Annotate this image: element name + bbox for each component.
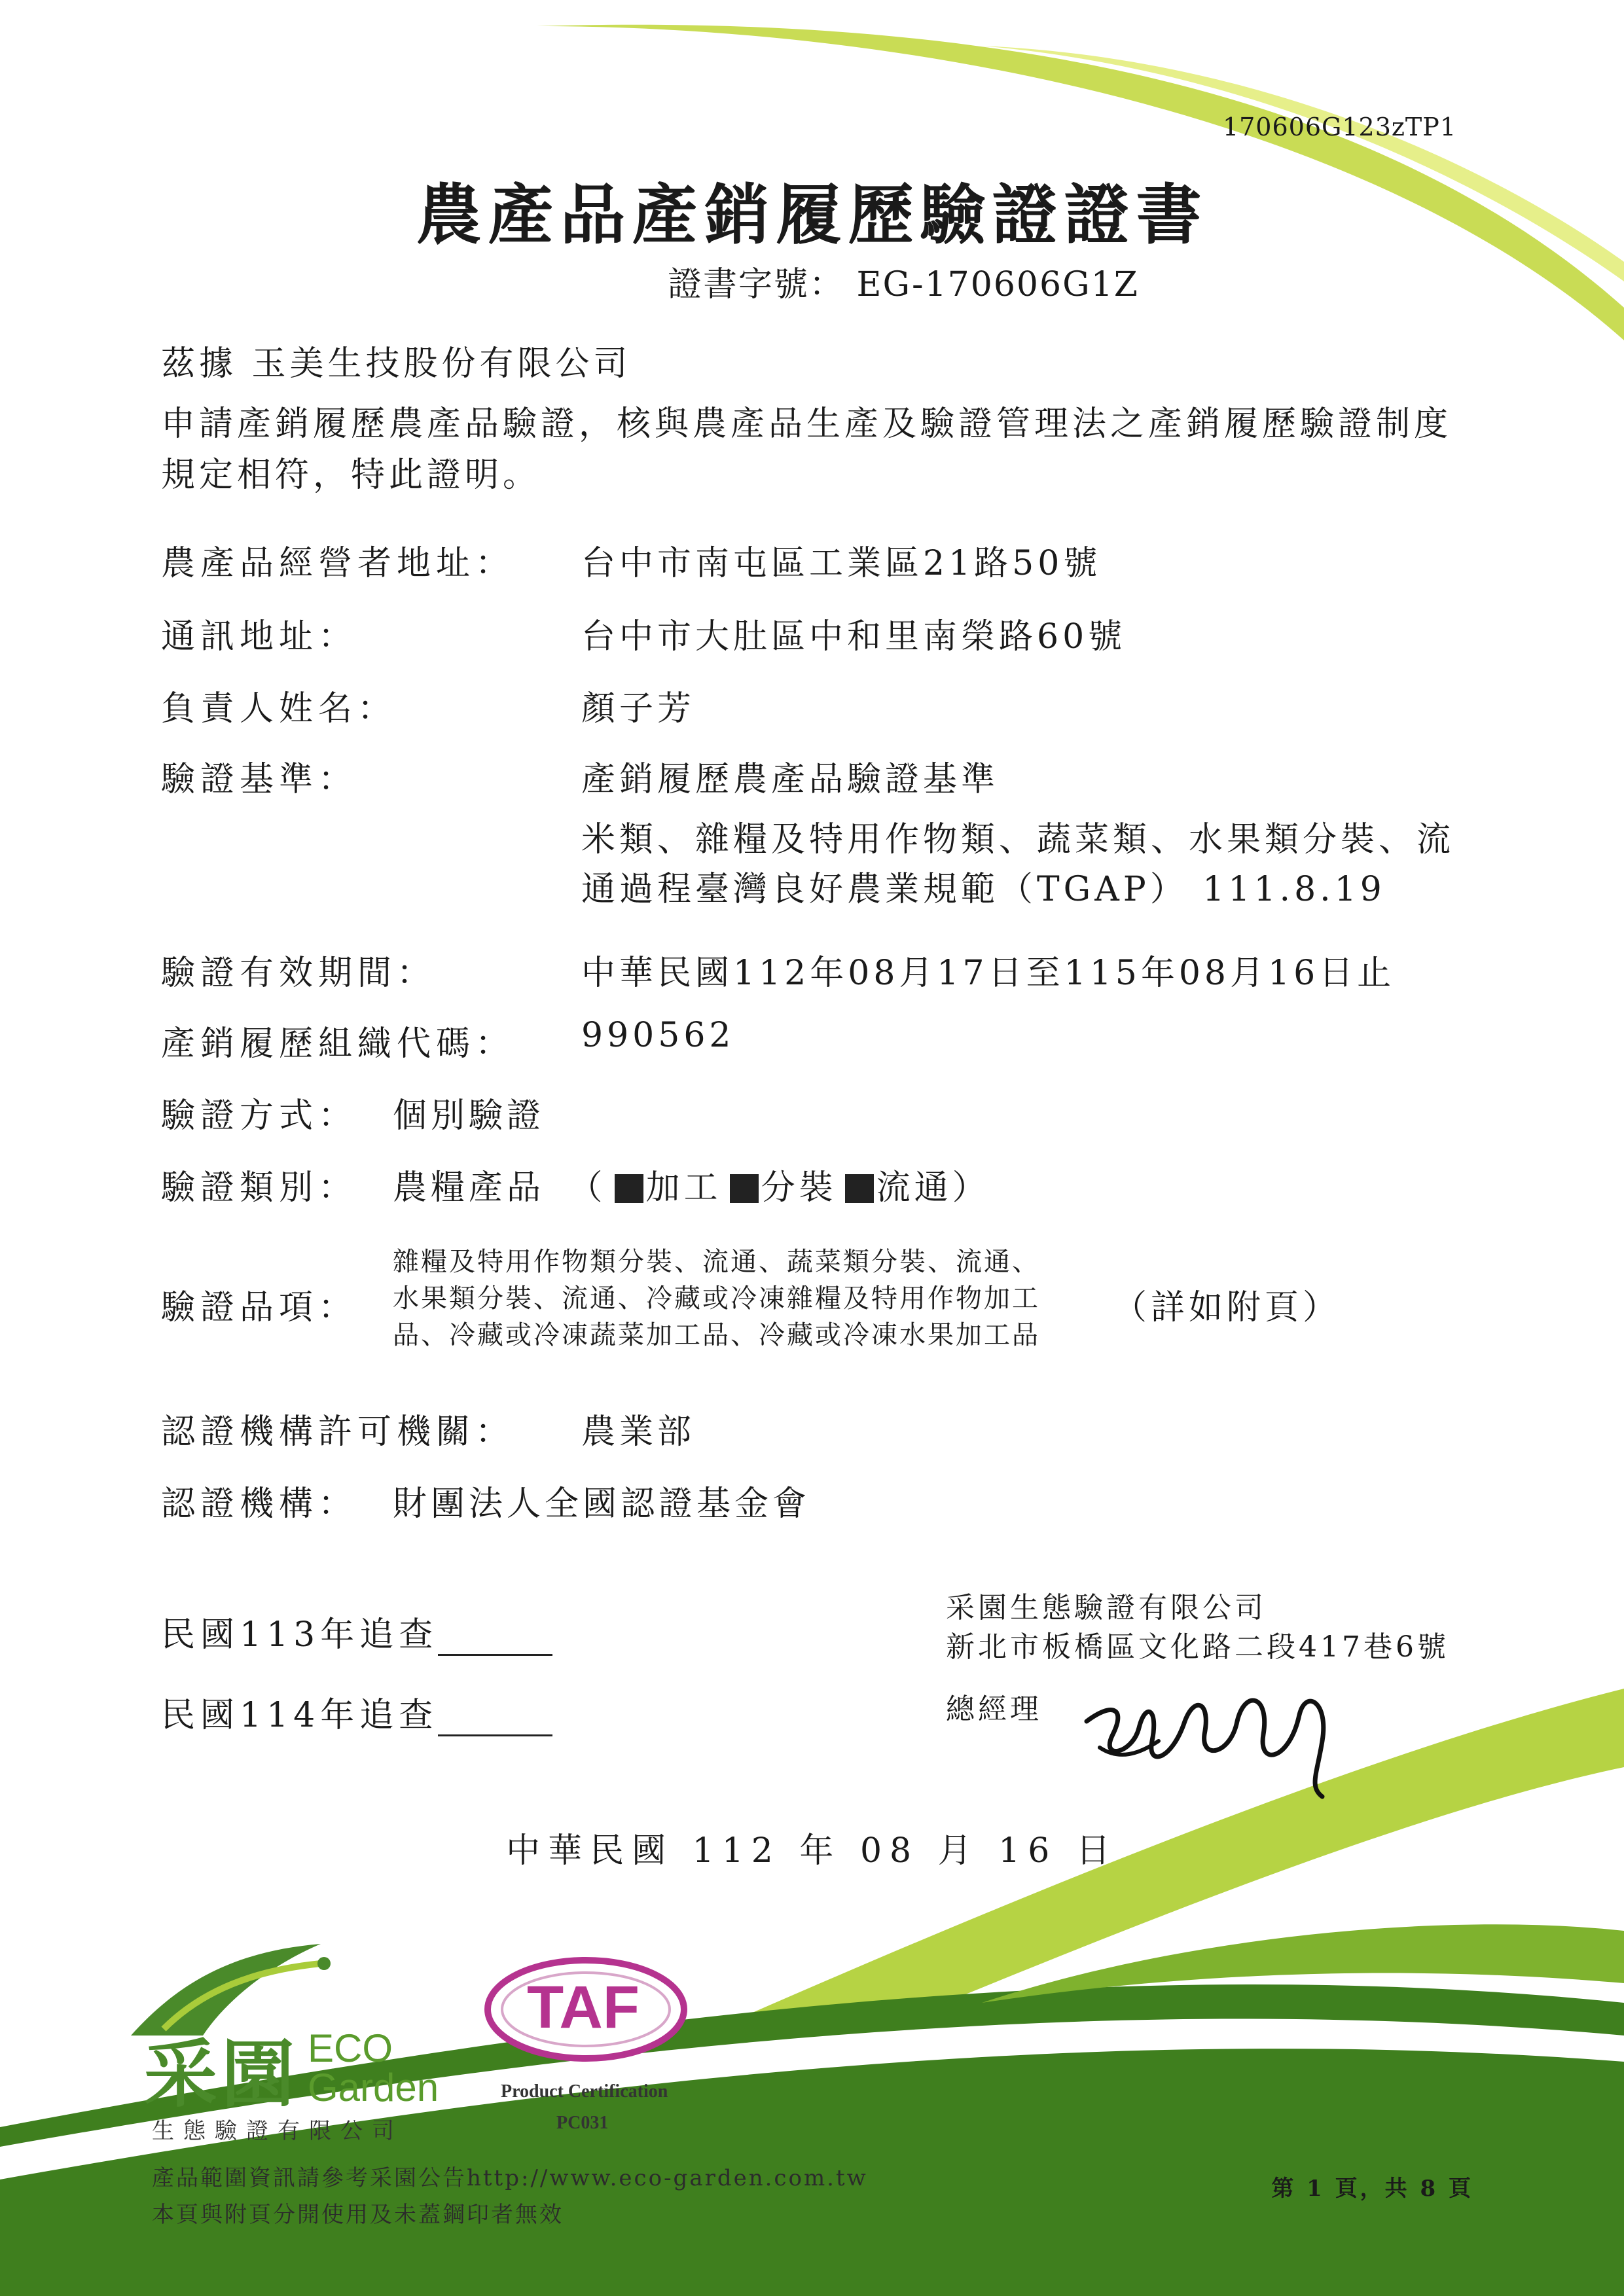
intro-line-1: 茲據 玉美生技股份有限公司 <box>161 344 632 384</box>
category-option-processing: 加工 <box>645 1168 722 1208</box>
mail-address-label: 通訊地址： <box>161 617 358 656</box>
checkbox-packaging <box>730 1174 759 1203</box>
standard-label: 驗證基準： <box>161 760 358 799</box>
eco-garden-garden-text: Garden <box>308 2066 439 2109</box>
method-value: 個別驗證 <box>393 1096 545 1136</box>
issue-date: 中華民國 112 年 08 月 16 日 <box>506 1831 1118 1871</box>
authority-label: 認證機構許可機關： <box>161 1412 515 1452</box>
followup-113 <box>161 1607 552 1656</box>
page-number: 第 1 頁，共 8 頁 <box>1271 2176 1473 2202</box>
accreditor-label: 認證機構： <box>161 1484 358 1524</box>
general-manager-label: 總經理 <box>946 1693 1042 1726</box>
category-open-paren: （ <box>568 1168 607 1208</box>
followup-114-text: 民國114年追查 <box>161 1696 439 1735</box>
org-code-label: 產銷履歷組織代碼： <box>161 1024 515 1064</box>
intro-line-2: 申請產銷履歷農產品驗證，核與農產品生產及驗證管理法之產銷履歷驗證制度 <box>161 404 1453 444</box>
accreditor-value: 財團法人全國認證基金會 <box>393 1484 811 1524</box>
items-label: 驗證品項： <box>161 1288 358 1327</box>
followup-114 <box>161 1687 552 1736</box>
category-option-packaging: 分裝 <box>761 1168 837 1208</box>
eco-garden-eco-text: ECO <box>308 2026 393 2070</box>
org-code-value: 990562 <box>581 1016 735 1055</box>
responsible-value: 顏子芳 <box>581 689 696 728</box>
certificate-reference: 170606G123zTP1 <box>1222 113 1456 141</box>
operator-address-label: 農產品經營者地址： <box>161 544 515 583</box>
method-label: 驗證方式： <box>161 1096 358 1136</box>
eco-garden-subtitle: 生態驗證有限公司 <box>152 2118 403 2144</box>
checkbox-processing <box>615 1174 643 1203</box>
items-line-3: 品、冷藏或冷凍蔬菜加工品、冷藏或冷凍水果加工品 <box>393 1320 1040 1350</box>
standard-value: 產銷履歷農產品驗證基準 <box>581 760 1000 799</box>
standard-detail-1: 米類、雜糧及特用作物類、蔬菜類、水果類分裝、流 <box>581 820 1455 859</box>
validity-label: 驗證有效期間： <box>161 954 437 993</box>
footer-line-1: 產品範圍資訊請參考采園公告http://www.eco-garden.com.tw <box>152 2165 868 2191</box>
footer-line-2: 本頁與附頁分開使用及未蓋鋼印者無效 <box>152 2202 564 2228</box>
checkbox-distribution <box>845 1174 874 1203</box>
authority-value: 農業部 <box>581 1412 696 1452</box>
responsible-label: 負責人姓名： <box>161 689 397 728</box>
intro-line-3: 規定相符，特此證明。 <box>161 456 541 495</box>
validity-value: 中華民國112年08月17日至115年08月16日止 <box>581 954 1396 993</box>
mail-address-value: 台中市大肚區中和里南榮路60號 <box>581 617 1127 656</box>
followup-113-text: 民國113年追查 <box>161 1615 439 1655</box>
signature <box>1074 1662 1348 1806</box>
followup-113-blank <box>438 1625 552 1656</box>
category-main: 農糧產品 <box>393 1168 545 1208</box>
followup-114-blank <box>438 1706 552 1736</box>
items-note: （詳如附頁） <box>1113 1288 1341 1327</box>
issuer-address: 新北市板橋區文化路二段417巷6號 <box>946 1630 1449 1664</box>
eco-garden-chinese-logo: 采園 <box>144 2032 298 2117</box>
items-line-2: 水果類分裝、流通、冷藏或冷凍雜糧及特用作物加工 <box>393 1283 1040 1314</box>
document-title: 農產品產銷履歷驗證證書 <box>416 176 1208 253</box>
certificate-number: 證書字號： EG-170606G1Z <box>668 265 1139 304</box>
taf-code: PC031 <box>556 2113 609 2133</box>
items-line-1: 雜糧及特用作物類分裝、流通、蔬菜類分裝、流通、 <box>393 1247 1040 1277</box>
standard-detail-2: 通過程臺灣良好農業規範（TGAP） 111.8.19 <box>581 870 1386 909</box>
category-label: 驗證類別： <box>161 1168 358 1208</box>
operator-address-value: 台中市南屯區工業區21路50號 <box>581 544 1102 583</box>
category-option-distribution: 流通） <box>876 1168 990 1208</box>
category-value <box>393 1160 990 1209</box>
taf-logo-text: TAF <box>527 1974 640 2041</box>
issuer-name: 采園生態驗證有限公司 <box>946 1591 1267 1624</box>
taf-caption: Product Certification <box>501 2081 668 2102</box>
